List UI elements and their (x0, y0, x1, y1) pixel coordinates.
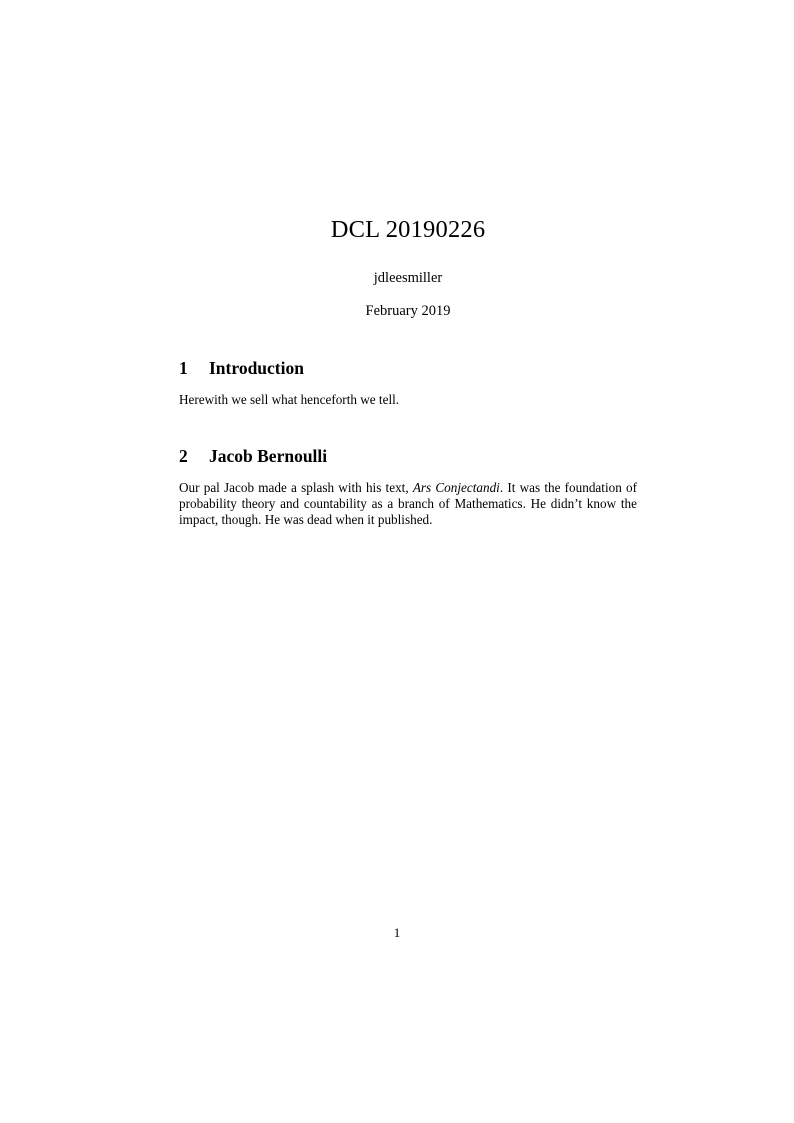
paragraph-text-before: Our pal Jacob made a splash with his text, (179, 479, 413, 495)
paragraph-text-after: . It was the foundation of probability theory and countability as a branch of Mathematics. He didn’t know the impact, though. He was dead when it published. (179, 479, 637, 527)
document-title: DCL 20190226 (330, 216, 486, 243)
paragraph-text-before: Herewith we sell what henceforth we tell. (179, 392, 400, 407)
document-body (179, 0, 637, 528)
section-heading-jacob-bernoulli (179, 408, 637, 467)
section-title: Jacob Bernoulli (209, 445, 328, 466)
section-heading-introduction (179, 320, 637, 379)
document-author: jdleesmiller (373, 270, 443, 286)
document-date: February 2019 (365, 303, 451, 319)
section-number: 2 (179, 445, 188, 466)
page-number: 1 (393, 925, 401, 940)
section-number: 1 (179, 358, 188, 378)
paragraph-text-emphasis: Ars Conjectandi (412, 479, 500, 495)
paragraph (179, 467, 637, 528)
paragraph (179, 379, 637, 408)
section-title: Introduction (209, 358, 304, 378)
